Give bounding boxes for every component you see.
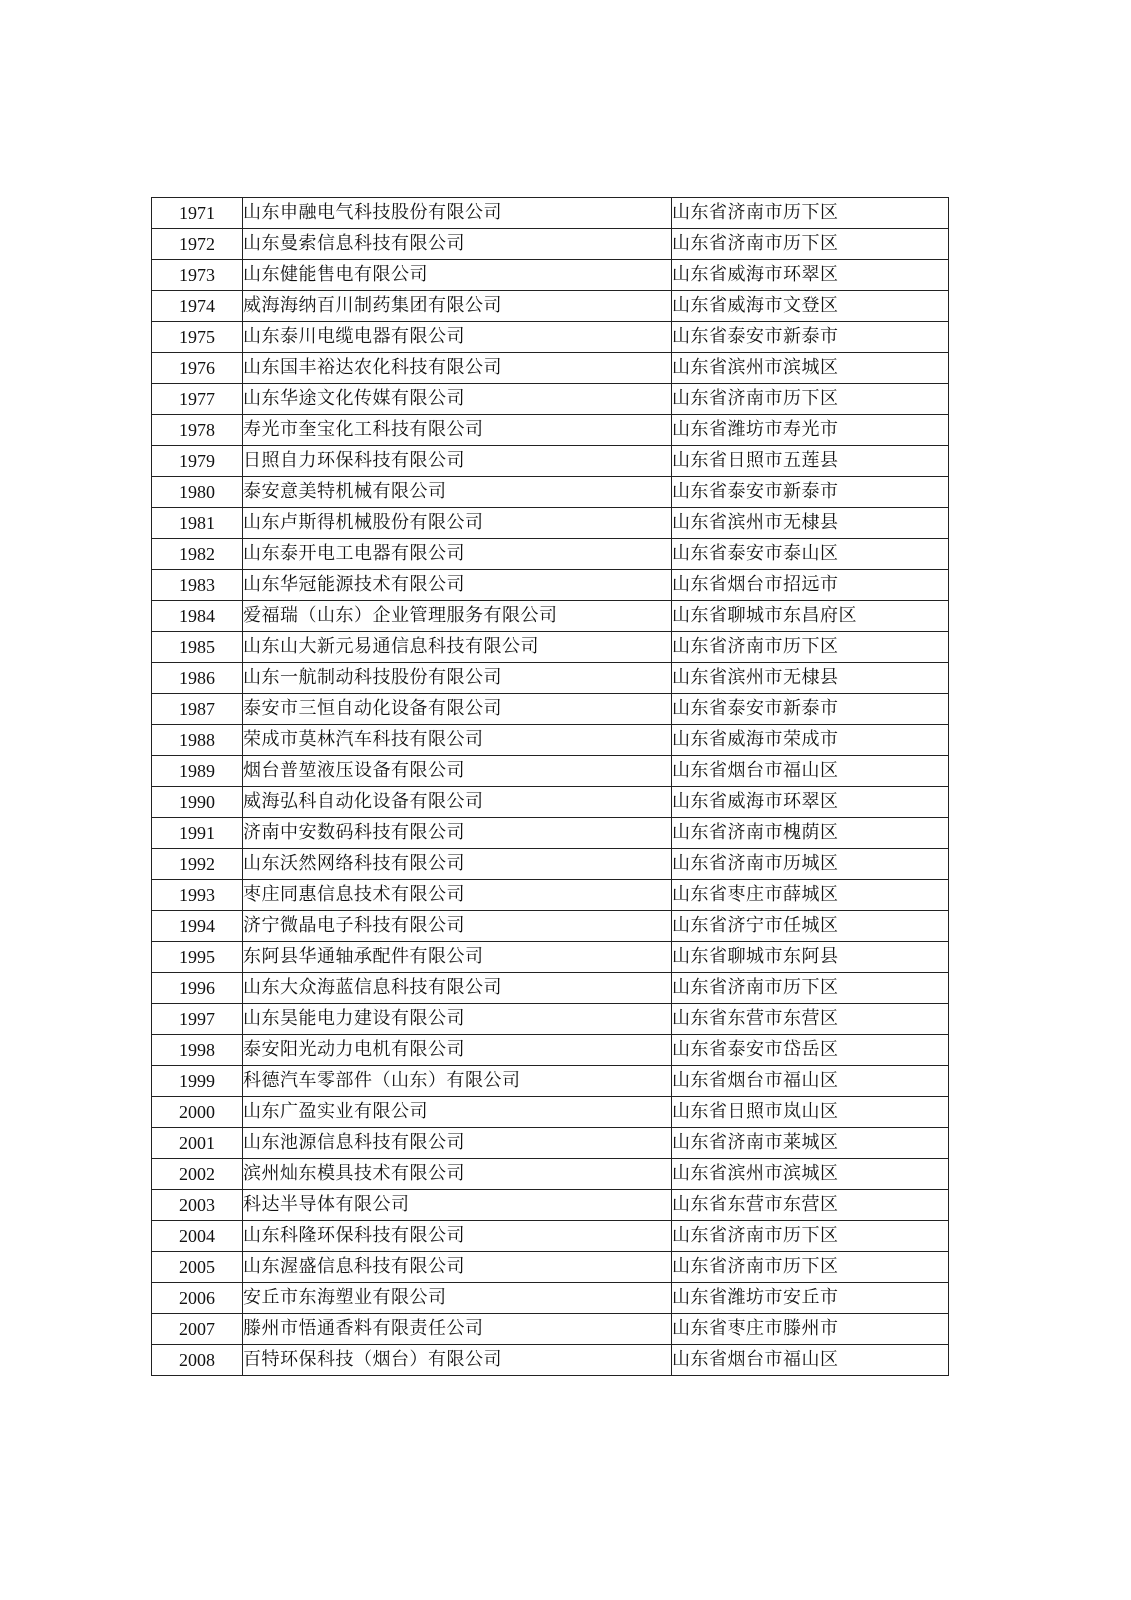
row-number-cell: 1976 [152,353,243,384]
table-row [152,632,949,663]
location-cell: 山东省泰安市泰山区 [672,539,949,570]
row-number-cell: 1983 [152,570,243,601]
company-name-cell: 山东国丰裕达农化科技有限公司 [243,353,672,384]
company-name-cell: 荣成市莫林汽车科技有限公司 [243,725,672,756]
company-name-cell: 山东泰开电工电器有限公司 [243,539,672,570]
location-cell: 山东省枣庄市薛城区 [672,880,949,911]
location-cell: 山东省潍坊市寿光市 [672,415,949,446]
row-number-cell: 2000 [152,1097,243,1128]
company-name-cell: 威海海纳百川制药集团有限公司 [243,291,672,322]
location-cell: 山东省济南市历下区 [672,1252,949,1283]
location-cell: 山东省济南市历下区 [672,973,949,1004]
company-name-cell: 山东广盈实业有限公司 [243,1097,672,1128]
row-number-cell: 1988 [152,725,243,756]
location-cell: 山东省烟台市福山区 [672,756,949,787]
table-row [152,1097,949,1128]
location-cell: 山东省济南市槐荫区 [672,818,949,849]
row-number-cell: 1980 [152,477,243,508]
table-row [152,787,949,818]
location-cell: 山东省济南市历下区 [672,198,949,229]
company-name-cell: 山东沃然网络科技有限公司 [243,849,672,880]
company-name-cell: 爱福瑞（山东）企业管理服务有限公司 [243,601,672,632]
company-name-cell: 济宁微晶电子科技有限公司 [243,911,672,942]
company-name-cell: 科达半导体有限公司 [243,1190,672,1221]
table-row [152,1066,949,1097]
location-cell: 山东省滨州市滨城区 [672,353,949,384]
location-cell: 山东省泰安市新泰市 [672,322,949,353]
location-cell: 山东省泰安市新泰市 [672,477,949,508]
location-cell: 山东省济南市历下区 [672,229,949,260]
location-cell: 山东省威海市环翠区 [672,787,949,818]
table-row [152,1252,949,1283]
table-row [152,1004,949,1035]
row-number-cell: 2007 [152,1314,243,1345]
row-number-cell: 1978 [152,415,243,446]
row-number-cell: 1993 [152,880,243,911]
location-cell: 山东省济南市莱城区 [672,1128,949,1159]
row-number-cell: 1979 [152,446,243,477]
row-number-cell: 1996 [152,973,243,1004]
table-row [152,911,949,942]
location-cell: 山东省滨州市无棣县 [672,663,949,694]
table-row [152,446,949,477]
table-row [152,973,949,1004]
location-cell: 山东省济南市历下区 [672,632,949,663]
company-name-cell: 山东科隆环保科技有限公司 [243,1221,672,1252]
row-number-cell: 1986 [152,663,243,694]
table-row [152,508,949,539]
row-number-cell: 1997 [152,1004,243,1035]
company-name-cell: 山东曼索信息科技有限公司 [243,229,672,260]
table-row [152,415,949,446]
row-number-cell: 2001 [152,1128,243,1159]
company-name-cell: 山东大众海蓝信息科技有限公司 [243,973,672,1004]
company-name-cell: 山东卢斯得机械股份有限公司 [243,508,672,539]
row-number-cell: 1974 [152,291,243,322]
table-row [152,1128,949,1159]
company-name-cell: 山东昊能电力建设有限公司 [243,1004,672,1035]
table-row [152,1159,949,1190]
location-cell: 山东省聊城市东昌府区 [672,601,949,632]
table-row [152,849,949,880]
company-name-cell: 安丘市东海塑业有限公司 [243,1283,672,1314]
location-cell: 山东省聊城市东阿县 [672,942,949,973]
row-number-cell: 1991 [152,818,243,849]
company-name-cell: 山东一航制动科技股份有限公司 [243,663,672,694]
row-number-cell: 1971 [152,198,243,229]
company-name-cell: 滕州市悟通香料有限责任公司 [243,1314,672,1345]
company-name-cell: 枣庄同惠信息技术有限公司 [243,880,672,911]
row-number-cell: 1990 [152,787,243,818]
row-number-cell: 1973 [152,260,243,291]
company-name-cell: 日照自力环保科技有限公司 [243,446,672,477]
location-cell: 山东省日照市岚山区 [672,1097,949,1128]
location-cell: 山东省烟台市福山区 [672,1345,949,1376]
table-row [152,229,949,260]
row-number-cell: 1987 [152,694,243,725]
table-row [152,322,949,353]
company-name-cell: 山东健能售电有限公司 [243,260,672,291]
row-number-cell: 1985 [152,632,243,663]
location-cell: 山东省枣庄市滕州市 [672,1314,949,1345]
row-number-cell: 1999 [152,1066,243,1097]
row-number-cell: 1994 [152,911,243,942]
company-name-cell: 东阿县华通轴承配件有限公司 [243,942,672,973]
location-cell: 山东省滨州市滨城区 [672,1159,949,1190]
table-row [152,353,949,384]
table-row [152,942,949,973]
table-row [152,880,949,911]
company-name-cell: 山东池源信息科技有限公司 [243,1128,672,1159]
table-row [152,1035,949,1066]
company-name-cell: 济南中安数码科技有限公司 [243,818,672,849]
table-row [152,1283,949,1314]
row-number-cell: 2005 [152,1252,243,1283]
table-row [152,725,949,756]
company-name-cell: 泰安市三恒自动化设备有限公司 [243,694,672,725]
company-table [151,197,949,1376]
table-row [152,756,949,787]
table-row [152,663,949,694]
row-number-cell: 1982 [152,539,243,570]
location-cell: 山东省威海市环翠区 [672,260,949,291]
table-row [152,818,949,849]
row-number-cell: 2003 [152,1190,243,1221]
company-name-cell: 寿光市奎宝化工科技有限公司 [243,415,672,446]
company-name-cell: 泰安阳光动力电机有限公司 [243,1035,672,1066]
location-cell: 山东省潍坊市安丘市 [672,1283,949,1314]
location-cell: 山东省威海市荣成市 [672,725,949,756]
row-number-cell: 1981 [152,508,243,539]
location-cell: 山东省济南市历城区 [672,849,949,880]
company-name-cell: 泰安意美特机械有限公司 [243,477,672,508]
table-row [152,694,949,725]
location-cell: 山东省烟台市福山区 [672,1066,949,1097]
table-row [152,198,949,229]
row-number-cell: 1995 [152,942,243,973]
row-number-cell: 1989 [152,756,243,787]
row-number-cell: 2004 [152,1221,243,1252]
company-name-cell: 烟台普堃液压设备有限公司 [243,756,672,787]
table-body [152,198,949,1376]
row-number-cell: 2006 [152,1283,243,1314]
row-number-cell: 2002 [152,1159,243,1190]
table-row [152,384,949,415]
table-row [152,291,949,322]
table-row [152,601,949,632]
table-row [152,477,949,508]
row-number-cell: 1972 [152,229,243,260]
company-name-cell: 山东华途文化传媒有限公司 [243,384,672,415]
company-name-cell: 威海弘科自动化设备有限公司 [243,787,672,818]
table-row [152,1345,949,1376]
row-number-cell: 1998 [152,1035,243,1066]
company-name-cell: 山东渥盛信息科技有限公司 [243,1252,672,1283]
location-cell: 山东省泰安市新泰市 [672,694,949,725]
location-cell: 山东省烟台市招远市 [672,570,949,601]
row-number-cell: 1984 [152,601,243,632]
company-name-cell: 滨州灿东模具技术有限公司 [243,1159,672,1190]
location-cell: 山东省日照市五莲县 [672,446,949,477]
location-cell: 山东省济南市历下区 [672,384,949,415]
company-name-cell: 科德汽车零部件（山东）有限公司 [243,1066,672,1097]
table-row [152,539,949,570]
table-row [152,1221,949,1252]
table-row [152,260,949,291]
location-cell: 山东省东营市东营区 [672,1190,949,1221]
table-row [152,570,949,601]
location-cell: 山东省威海市文登区 [672,291,949,322]
row-number-cell: 1992 [152,849,243,880]
company-name-cell: 山东申融电气科技股份有限公司 [243,198,672,229]
location-cell: 山东省东营市东营区 [672,1004,949,1035]
location-cell: 山东省滨州市无棣县 [672,508,949,539]
table-row [152,1314,949,1345]
company-name-cell: 山东山大新元易通信息科技有限公司 [243,632,672,663]
row-number-cell: 2008 [152,1345,243,1376]
company-name-cell: 百特环保科技（烟台）有限公司 [243,1345,672,1376]
row-number-cell: 1975 [152,322,243,353]
location-cell: 山东省济南市历下区 [672,1221,949,1252]
company-name-cell: 山东华冠能源技术有限公司 [243,570,672,601]
location-cell: 山东省济宁市任城区 [672,911,949,942]
row-number-cell: 1977 [152,384,243,415]
company-name-cell: 山东泰川电缆电器有限公司 [243,322,672,353]
location-cell: 山东省泰安市岱岳区 [672,1035,949,1066]
table-row [152,1190,949,1221]
